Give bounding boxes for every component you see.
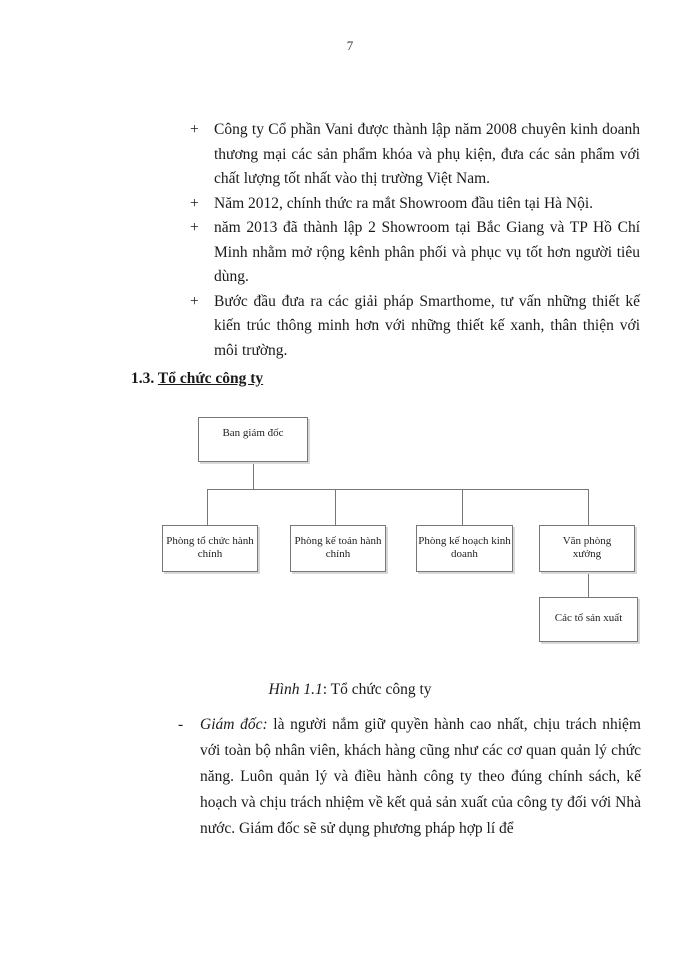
- bullet-text: Năm 2012, chính thức ra mắt Showroom đầu tiên tại Hà Nội.: [214, 194, 594, 212]
- paragraph-marker: -: [178, 716, 184, 733]
- connector-line: [253, 462, 254, 489]
- org-box-sub-unit: Các tổ sản xuất: [539, 597, 638, 642]
- bullet-marker: +: [190, 121, 199, 138]
- paragraph: [178, 712, 641, 842]
- paragraph-term: Giám đốc:: [200, 716, 268, 733]
- figure-caption: [0, 681, 700, 699]
- page-number: 7: [346, 38, 354, 53]
- paragraph-body: [200, 712, 641, 842]
- figure-label: Hình 1.1: [268, 681, 323, 698]
- bullet-text: Công ty Cổ phần Vani được thành lập năm 2008 chuyên kinh doanh thương mại các sản phẩm khóa và phụ kiện, đưa các sản phẩm với chất lượng tốt nhất vào thị trường Việt Nam.: [214, 121, 640, 187]
- bullet-marker: +: [190, 194, 199, 212]
- bullet-text: Bước đầu đưa ra các giải pháp Smarthome, tư vấn những thiết kế kiến trúc thông minh hơn với những thiết kế xanh, thân thiện với môi trường.: [214, 292, 640, 359]
- section-title: Tổ chức công ty: [157, 370, 264, 387]
- bullet-item: [190, 290, 640, 364]
- connector-line: [335, 489, 336, 525]
- connector-line: [588, 572, 589, 597]
- org-box-department: Phòng kế toán hành chính: [290, 525, 386, 572]
- section-number: 1.3.: [131, 370, 155, 387]
- connector-line: [588, 489, 589, 525]
- connector-line: [462, 489, 463, 525]
- paragraph-text: là người nắm giữ quyền hành cao nhất, chịu trách nhiệm với toàn bộ nhân viên, khách hàng cũng như các cơ quan quản lý chức năng. Luôn quản lý và điều hành công ty theo đúng chính sách, kế hoạch và chịu trách nhiệm về kết quả sản xuất của công ty đối với Nhà nước. Giám đốc sẽ sử dụng phương pháp hợp lí để: [200, 716, 641, 837]
- org-chart: [155, 410, 655, 660]
- org-box-department: Phòng kế hoạch kinh doanh: [416, 525, 513, 572]
- bullet-item: [190, 118, 640, 192]
- bullet-marker: +: [190, 219, 199, 236]
- org-box-root: Ban giám đốc: [198, 417, 308, 462]
- bullet-text: năm 2013 đã thành lập 2 Showroom tại Bắc Giang và TP Hồ Chí Minh nhằm mở rộng kênh phân phối và phục vụ tốt hơn người tiêu dùng.: [214, 219, 640, 285]
- org-box-department: Phòng tổ chức hành chính: [162, 525, 258, 572]
- bullet-item: [190, 192, 640, 217]
- section-heading: [131, 370, 263, 388]
- connector-line: [207, 489, 588, 490]
- bullet-list: [190, 118, 640, 363]
- bullet-marker: +: [190, 292, 199, 310]
- connector-line: [207, 489, 208, 525]
- bullet-item: [190, 216, 640, 290]
- org-box-department: Văn phòng xưởng: [539, 525, 635, 572]
- figure-caption-text: : Tổ chức công ty: [322, 681, 432, 698]
